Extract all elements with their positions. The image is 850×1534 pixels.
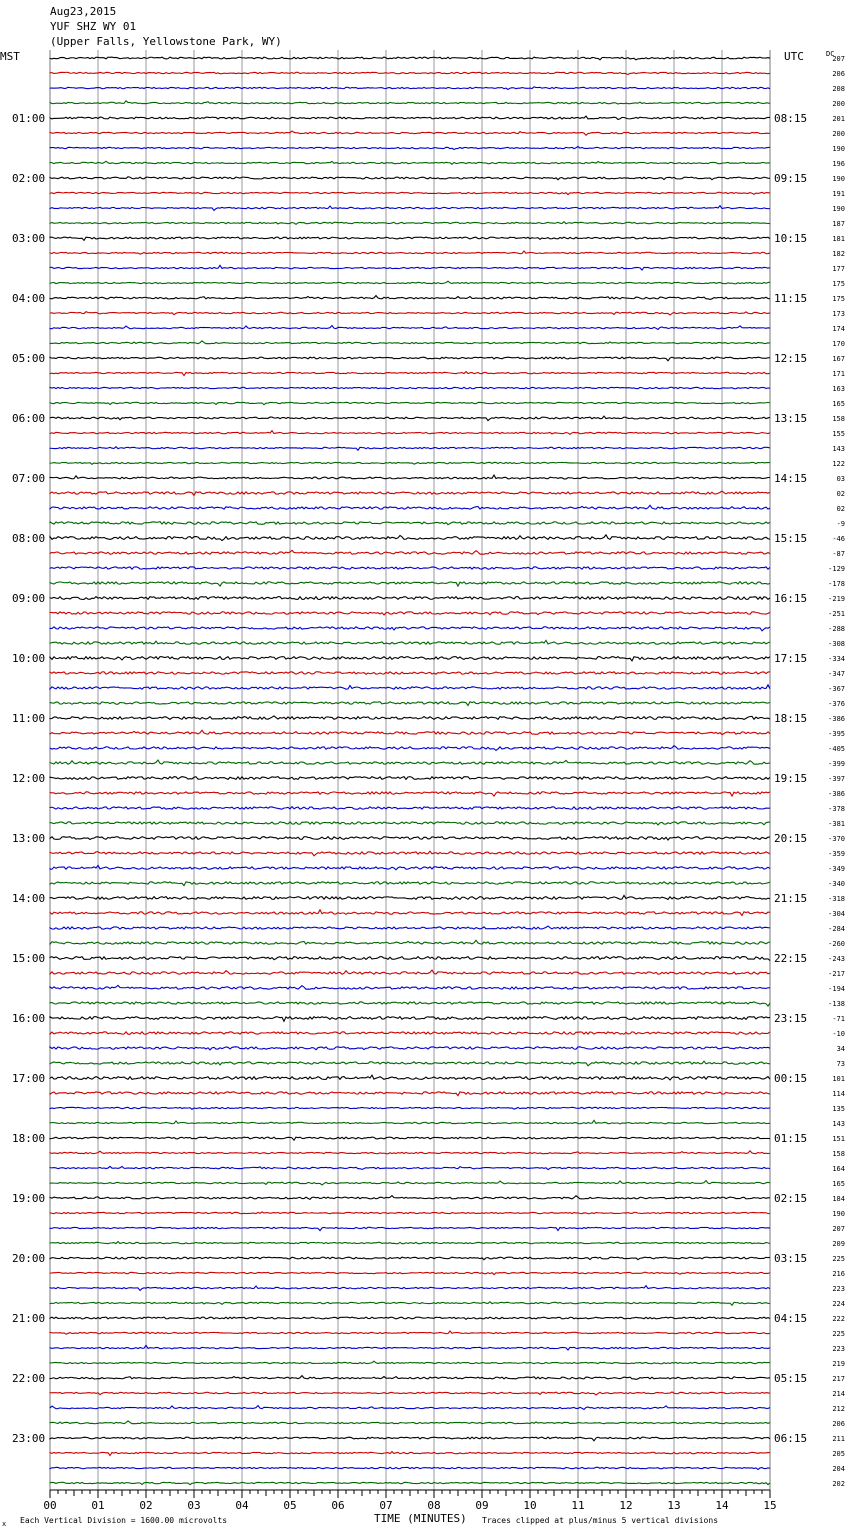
mst-hour-label: 17:00	[12, 1072, 46, 1085]
mst-hour-label: 23:00	[12, 1432, 46, 1445]
dc-offset-label: 173	[832, 310, 845, 318]
dc-offset-label: -359	[828, 850, 845, 858]
x-tick-label: 00	[43, 1499, 57, 1512]
dc-offset-label: 223	[832, 1345, 845, 1353]
dc-offset-label: 170	[832, 340, 845, 348]
mst-hour-label: 05:00	[12, 352, 46, 365]
trace-23	[50, 402, 770, 404]
utc-hour-label: 14:15	[774, 472, 808, 485]
mst-hour-label: 20:00	[12, 1252, 46, 1265]
trace-94	[50, 1467, 770, 1469]
dc-offset-label: -194	[828, 985, 845, 993]
trace-67	[50, 1061, 770, 1066]
trace-45	[50, 730, 770, 734]
trace-37	[50, 612, 770, 615]
trace-8	[50, 177, 770, 180]
x-tick-label: 14	[715, 1499, 729, 1512]
mst-hour-label: 14:00	[12, 892, 46, 905]
trace-34	[50, 567, 770, 569]
trace-63	[50, 1002, 770, 1006]
trace-80	[50, 1257, 770, 1260]
dc-offset-label: 209	[832, 1240, 845, 1248]
dc-offset-label: 224	[832, 1300, 845, 1308]
dc-offset-label: 73	[836, 1060, 845, 1068]
dc-offset-label: 181	[832, 235, 845, 243]
time-axis	[43, 1490, 776, 1512]
dc-offset-label: -405	[828, 745, 845, 753]
mst-hour-label: 18:00	[12, 1132, 46, 1145]
x-tick-label: 05	[283, 1499, 297, 1512]
trace-43	[50, 702, 770, 706]
dc-offset-label: 206	[832, 1420, 845, 1428]
trace-25	[50, 431, 770, 435]
trace-13	[50, 251, 770, 254]
dc-offset-label: 219	[832, 1360, 845, 1368]
mst-hour-label: 19:00	[12, 1192, 46, 1205]
dc-offset-label: 165	[832, 1180, 845, 1188]
trace-60	[50, 957, 770, 961]
dc-offset-label: 212	[832, 1405, 845, 1413]
utc-hour-label: 11:15	[774, 292, 808, 305]
trace-83	[50, 1302, 770, 1305]
trace-81	[50, 1272, 770, 1274]
dc-offset-label: -260	[828, 940, 845, 948]
trace-72	[50, 1137, 770, 1140]
dc-offset-label: 03	[836, 475, 845, 483]
trace-0	[50, 57, 770, 60]
trace-77	[50, 1212, 770, 1214]
utc-hour-label: 21:15	[774, 892, 808, 905]
utc-hour-label: 22:15	[774, 952, 808, 965]
x-tick-label: 06	[331, 1499, 345, 1512]
trace-47	[50, 760, 770, 764]
footer-mark: x	[2, 1520, 7, 1528]
trace-19	[50, 341, 770, 344]
trace-85	[50, 1331, 770, 1334]
dc-offset-label: 196	[832, 160, 845, 168]
dc-offset-label: 167	[832, 355, 845, 363]
trace-64	[50, 1017, 770, 1022]
trace-17	[50, 312, 770, 315]
utc-hour-label: 04:15	[774, 1312, 808, 1325]
trace-18	[50, 326, 770, 330]
dc-offset-label: 02	[836, 505, 845, 513]
dc-offset-label: 122	[832, 460, 845, 468]
dc-offset-label: -378	[828, 805, 845, 813]
dc-offset-label: 143	[832, 1120, 845, 1128]
trace-24	[50, 416, 770, 420]
dc-offset-label: 190	[832, 145, 845, 153]
trace-55	[50, 882, 770, 886]
x-tick-label: 04	[235, 1499, 249, 1512]
trace-48	[50, 777, 770, 780]
dc-offset-label: -376	[828, 700, 845, 708]
trace-73	[50, 1151, 770, 1154]
utc-hour-label: 23:15	[774, 1012, 808, 1025]
trace-31	[50, 522, 770, 525]
dc-offset-label: -178	[828, 580, 845, 588]
dc-offset-label: -370	[828, 835, 845, 843]
dc-offset-label: 101	[832, 1075, 845, 1083]
trace-9	[50, 192, 770, 194]
dc-offset-label: -395	[828, 730, 845, 738]
dc-offset-label: 204	[832, 1465, 845, 1473]
mst-hour-label: 12:00	[12, 772, 46, 785]
trace-59	[50, 940, 770, 944]
utc-hour-label: 10:15	[774, 232, 808, 245]
trace-41	[50, 672, 770, 675]
trace-66	[50, 1047, 770, 1050]
trace-11	[50, 222, 770, 225]
right-timezone-label: UTC	[784, 50, 804, 63]
dc-offset-label: 187	[832, 220, 845, 228]
dc-offset-label: 174	[832, 325, 845, 333]
seismic-traces	[50, 57, 770, 1485]
trace-21	[50, 372, 770, 376]
mst-hour-label: 10:00	[12, 652, 46, 665]
dc-offset-label: 211	[832, 1435, 845, 1443]
trace-40	[50, 657, 770, 661]
dc-offset-label: -386	[828, 790, 845, 798]
dc-offset-label: 171	[832, 370, 845, 378]
dc-column-label: DC	[826, 50, 835, 58]
trace-68	[50, 1075, 770, 1080]
dc-offset-label: 207	[832, 55, 845, 63]
mst-hour-label: 07:00	[12, 472, 46, 485]
dc-offset-label: -284	[828, 925, 845, 933]
dc-offset-label: -318	[828, 895, 845, 903]
dc-offset-label: 158	[832, 415, 845, 423]
x-tick-label: 08	[427, 1499, 441, 1512]
trace-75	[50, 1181, 770, 1185]
trace-54	[50, 865, 770, 869]
dc-offset-label: -340	[828, 880, 845, 888]
dc-offset-label: -367	[828, 685, 845, 693]
right-hour-labels	[774, 112, 807, 1445]
dc-offset-label: 114	[832, 1090, 845, 1098]
dc-offset-label: 164	[832, 1165, 845, 1173]
dc-offset-label: 200	[832, 130, 845, 138]
dc-offset-label: -288	[828, 625, 845, 633]
dc-offset-label: -87	[832, 550, 845, 558]
station-code: YUF SHZ WY 01	[50, 20, 137, 33]
dc-offset-label: 34	[836, 1045, 845, 1053]
trace-84	[50, 1317, 770, 1319]
trace-95	[50, 1482, 770, 1484]
trace-90	[50, 1406, 770, 1410]
mst-hour-label: 11:00	[12, 712, 46, 725]
utc-hour-label: 00:15	[774, 1072, 808, 1085]
dc-offset-label: 135	[832, 1105, 845, 1113]
trace-33	[50, 550, 770, 554]
trace-57	[50, 910, 770, 916]
dc-offset-label: 201	[832, 115, 845, 123]
mst-hour-label: 15:00	[12, 952, 46, 965]
dc-offset-label: -251	[828, 610, 845, 618]
dc-offset-label: 190	[832, 1210, 845, 1218]
dc-offset-label: 158	[832, 1150, 845, 1158]
dc-offset-label: -334	[828, 655, 845, 663]
trace-89	[50, 1392, 770, 1395]
x-tick-label: 02	[139, 1499, 153, 1512]
trace-42	[50, 685, 770, 689]
dc-offset-label: 190	[832, 175, 845, 183]
trace-39	[50, 640, 770, 644]
trace-86	[50, 1345, 770, 1350]
dc-offset-label: -217	[828, 970, 845, 978]
trace-28	[50, 475, 770, 479]
utc-hour-label: 15:15	[774, 532, 808, 545]
x-axis-title: TIME (MINUTES)	[374, 1512, 467, 1525]
dc-offset-label: 202	[832, 1480, 845, 1488]
trace-1	[50, 72, 770, 74]
dc-offset-labels	[828, 55, 845, 1488]
dc-offset-label: 200	[832, 100, 845, 108]
dc-offset-label: -138	[828, 1000, 845, 1008]
utc-hour-label: 18:15	[774, 712, 808, 725]
trace-10	[50, 206, 770, 211]
trace-70	[50, 1107, 770, 1109]
dc-offset-label: -397	[828, 775, 845, 783]
x-tick-label: 01	[91, 1499, 105, 1512]
trace-52	[50, 837, 770, 840]
trace-88	[50, 1376, 770, 1380]
mst-hour-label: 04:00	[12, 292, 46, 305]
trace-49	[50, 792, 770, 796]
dc-offset-label: 190	[832, 205, 845, 213]
dc-offset-label: 182	[832, 250, 845, 258]
trace-5	[50, 131, 770, 135]
utc-hour-label: 01:15	[774, 1132, 808, 1145]
dc-offset-label: 191	[832, 190, 845, 198]
x-tick-label: 12	[619, 1499, 633, 1512]
x-tick-label: 15	[763, 1499, 777, 1512]
mst-hour-label: 22:00	[12, 1372, 46, 1385]
utc-hour-label: 05:15	[774, 1372, 808, 1385]
trace-65	[50, 1032, 770, 1034]
trace-71	[50, 1120, 770, 1124]
x-tick-label: 09	[475, 1499, 489, 1512]
trace-15	[50, 281, 770, 284]
dc-offset-label: 205	[832, 1450, 845, 1458]
trace-74	[50, 1166, 770, 1169]
dc-offset-label: 151	[832, 1135, 845, 1143]
utc-hour-label: 06:15	[774, 1432, 808, 1445]
dc-offset-label: -308	[828, 640, 845, 648]
utc-hour-label: 12:15	[774, 352, 808, 365]
dc-offset-label: 175	[832, 280, 845, 288]
utc-hour-label: 16:15	[774, 592, 808, 605]
dc-offset-label: 143	[832, 445, 845, 453]
trace-26	[50, 447, 770, 450]
vertical-division-note: Each Vertical Division = 1600.00 microvolts	[20, 1516, 228, 1525]
trace-61	[50, 970, 770, 974]
trace-78	[50, 1227, 770, 1230]
clipping-note: Traces clipped at plus/minus 5 vertical divisions	[482, 1516, 719, 1525]
dc-offset-label: -386	[828, 715, 845, 723]
dc-offset-label: 222	[832, 1315, 845, 1323]
trace-6	[50, 146, 770, 149]
mst-hour-label: 06:00	[12, 412, 46, 425]
dc-offset-label: 165	[832, 400, 845, 408]
trace-20	[50, 357, 770, 361]
dc-offset-label: 225	[832, 1330, 845, 1338]
dc-offset-label: 206	[832, 70, 845, 78]
mst-hour-label: 09:00	[12, 592, 46, 605]
dc-offset-label: -399	[828, 760, 845, 768]
trace-44	[50, 716, 770, 719]
trace-69	[50, 1092, 770, 1096]
mst-hour-label: 08:00	[12, 532, 46, 545]
trace-53	[50, 851, 770, 856]
utc-hour-label: 02:15	[774, 1192, 808, 1205]
utc-hour-label: 17:15	[774, 652, 808, 665]
plot-date: Aug23,2015	[50, 5, 117, 18]
x-tick-label: 11	[571, 1499, 585, 1512]
trace-36	[50, 597, 770, 600]
trace-76	[50, 1196, 770, 1200]
utc-hour-label: 03:15	[774, 1252, 808, 1265]
dc-offset-label: -347	[828, 670, 845, 678]
dc-offset-label: 163	[832, 385, 845, 393]
utc-hour-label: 20:15	[774, 832, 808, 845]
mst-hour-label: 16:00	[12, 1012, 46, 1025]
mst-hour-label: 02:00	[12, 172, 46, 185]
trace-7	[50, 161, 770, 164]
trace-62	[50, 985, 770, 989]
trace-58	[50, 926, 770, 929]
dc-offset-label: 214	[832, 1390, 845, 1398]
trace-2	[50, 87, 770, 90]
trace-22	[50, 387, 770, 388]
dc-offset-label: 175	[832, 295, 845, 303]
trace-50	[50, 807, 770, 810]
dc-offset-label: -71	[832, 1015, 845, 1023]
trace-12	[50, 237, 770, 240]
trace-91	[50, 1421, 770, 1424]
dc-offset-label: -9	[836, 520, 845, 528]
mst-hour-label: 03:00	[12, 232, 46, 245]
trace-16	[50, 296, 770, 300]
dc-offset-label: 217	[832, 1375, 845, 1383]
dc-offset-label: 177	[832, 265, 845, 273]
dc-offset-label: 184	[832, 1195, 845, 1203]
dc-offset-label: 208	[832, 85, 845, 93]
mst-hour-label: 13:00	[12, 832, 46, 845]
trace-87	[50, 1361, 770, 1364]
left-timezone-label: MST	[0, 50, 20, 63]
trace-93	[50, 1452, 770, 1456]
trace-3	[50, 101, 770, 104]
dc-offset-label: 223	[832, 1285, 845, 1293]
dc-offset-label: 225	[832, 1255, 845, 1263]
dc-offset-label: -381	[828, 820, 845, 828]
trace-92	[50, 1437, 770, 1441]
utc-hour-label: 08:15	[774, 112, 808, 125]
utc-hour-label: 13:15	[774, 412, 808, 425]
trace-38	[50, 627, 770, 631]
dc-offset-label: -46	[832, 535, 845, 543]
x-tick-label: 03	[187, 1499, 201, 1512]
x-tick-label: 13	[667, 1499, 681, 1512]
dc-offset-label: -304	[828, 910, 845, 918]
station-location: (Upper Falls, Yellowstone Park, WY)	[50, 35, 282, 48]
left-hour-labels	[12, 112, 45, 1445]
trace-82	[50, 1286, 770, 1291]
dc-offset-label: -219	[828, 595, 845, 603]
trace-46	[50, 746, 770, 751]
x-tick-label: 10	[523, 1499, 537, 1512]
trace-32	[50, 535, 770, 541]
utc-hour-label: 19:15	[774, 772, 808, 785]
trace-4	[50, 116, 770, 119]
trace-56	[50, 895, 770, 899]
trace-51	[50, 822, 770, 825]
dc-offset-label: 155	[832, 430, 845, 438]
trace-29	[50, 491, 770, 496]
dc-offset-label: -10	[832, 1030, 845, 1038]
trace-79	[50, 1242, 770, 1244]
trace-30	[50, 505, 770, 509]
utc-hour-label: 09:15	[774, 172, 808, 185]
dc-offset-label: -349	[828, 865, 845, 873]
x-tick-label: 07	[379, 1499, 393, 1512]
trace-27	[50, 462, 770, 464]
dc-offset-label: 207	[832, 1225, 845, 1233]
dc-offset-label: 02	[836, 490, 845, 498]
dc-offset-label: -129	[828, 565, 845, 573]
mst-hour-label: 01:00	[12, 112, 46, 125]
trace-35	[50, 582, 770, 587]
dc-offset-label: -243	[828, 955, 845, 963]
mst-hour-label: 21:00	[12, 1312, 46, 1325]
trace-14	[50, 265, 770, 270]
dc-offset-label: 216	[832, 1270, 845, 1278]
